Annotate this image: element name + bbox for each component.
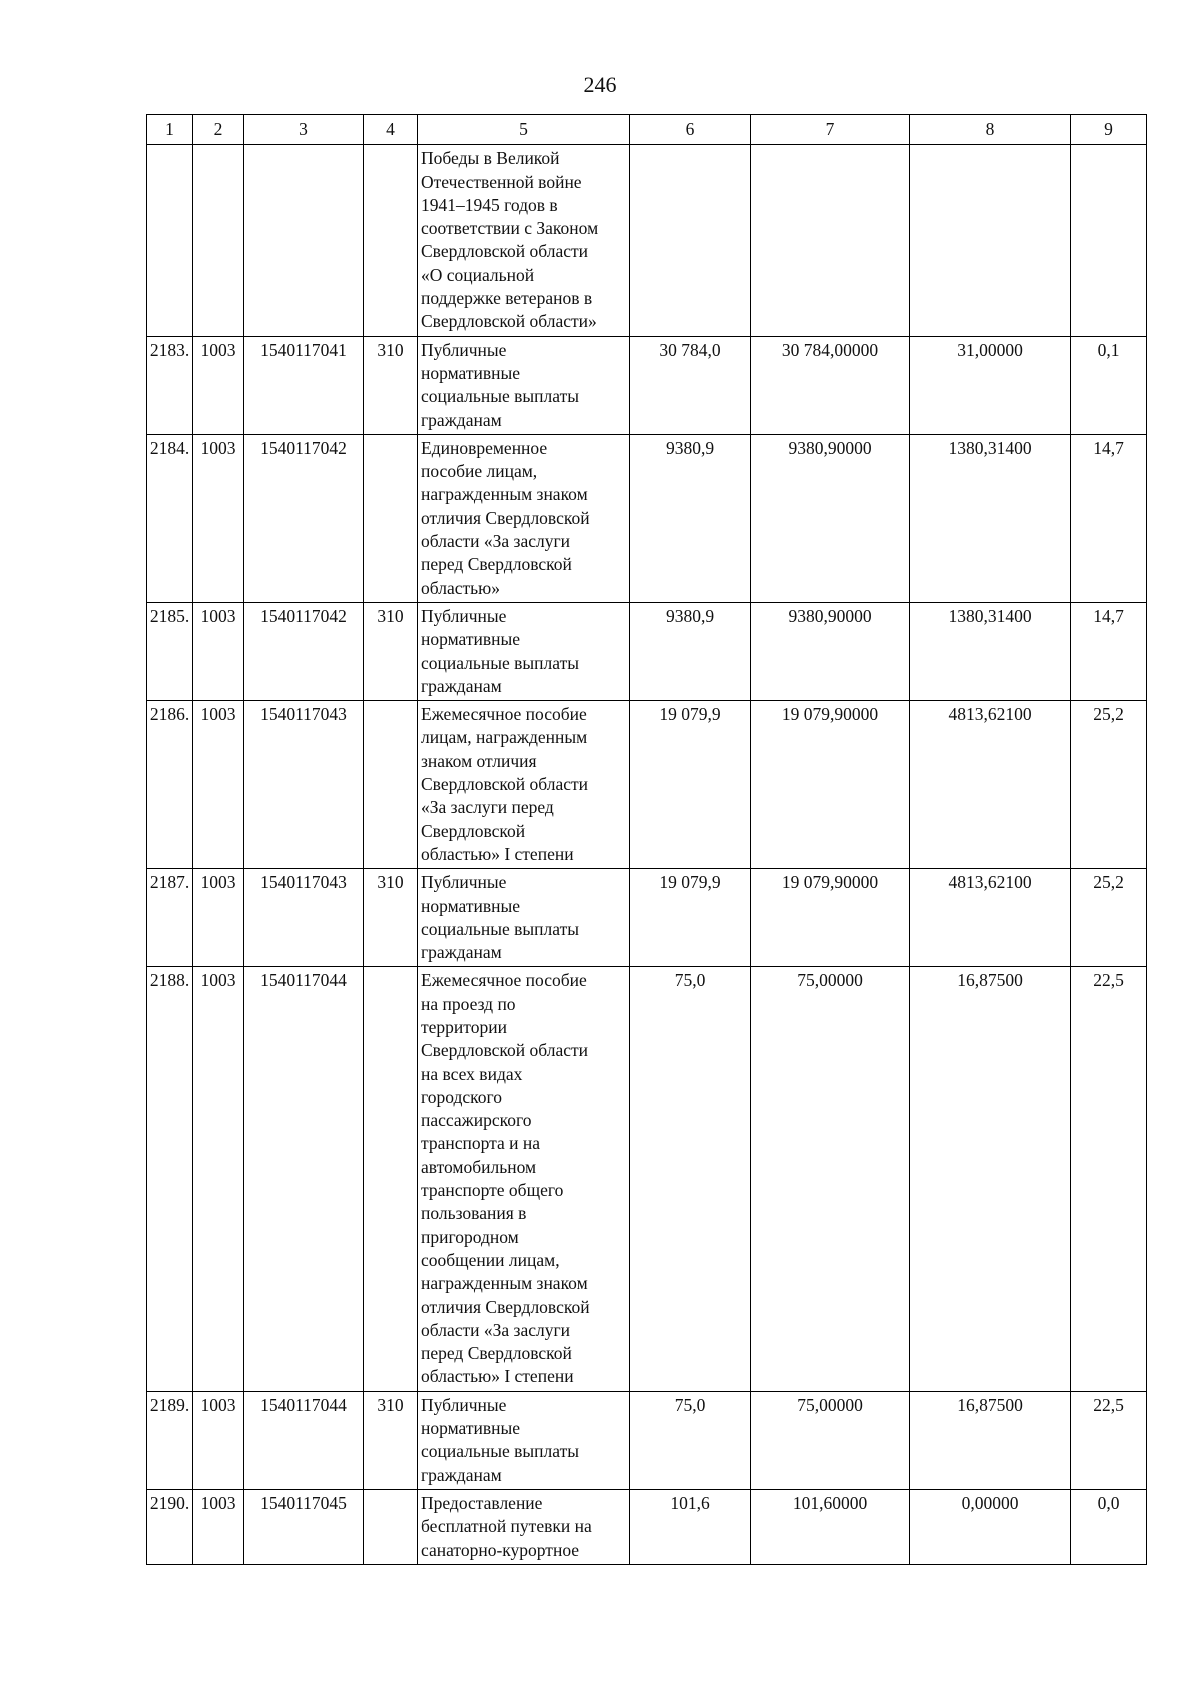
description-line: социальные выплаты xyxy=(421,1441,579,1462)
execution-percent-cell: 14,7 xyxy=(1071,602,1147,700)
table-row xyxy=(147,967,1147,1391)
page-number: 246 xyxy=(583,72,617,97)
execution-percent-cell: 22,5 xyxy=(1071,1391,1147,1489)
description-line: транспорте общего xyxy=(421,1180,564,1201)
description-cell xyxy=(418,1391,630,1489)
executed-amount-cell: 31,00000 xyxy=(910,336,1071,434)
section-code-cell xyxy=(193,145,244,336)
description-line: пассажирского xyxy=(421,1110,532,1131)
description-line: транспорта и на xyxy=(421,1133,541,1154)
row-number-cell: 2190. xyxy=(147,1489,193,1564)
description-line: Публичные xyxy=(421,339,507,360)
description-line: гражданам xyxy=(421,1464,502,1485)
column-header-9: 9 xyxy=(1071,115,1147,145)
table-row xyxy=(147,602,1147,700)
description-cell xyxy=(418,336,630,434)
section-code-cell: 1003 xyxy=(193,869,244,967)
approved-amount-cell: 9380,90000 xyxy=(751,602,910,700)
execution-percent-cell xyxy=(1071,145,1147,336)
description-cell xyxy=(418,602,630,700)
execution-percent-cell: 25,2 xyxy=(1071,869,1147,967)
planned-amount-cell: 75,0 xyxy=(630,1391,751,1489)
description-line: гражданам xyxy=(421,942,502,963)
table-row xyxy=(147,1489,1147,1564)
table-row xyxy=(147,869,1147,967)
description-line: Публичные xyxy=(421,872,507,893)
description-line: социальные выплаты xyxy=(421,386,579,407)
planned-amount-cell xyxy=(630,145,751,336)
description-line: бесплатной путевки на xyxy=(421,1516,592,1537)
description-line: социальные выплаты xyxy=(421,652,579,673)
description-line: нормативные xyxy=(421,895,521,916)
execution-percent-cell: 0,1 xyxy=(1071,336,1147,434)
description-line: области «За заслуги xyxy=(421,1319,571,1340)
target-code-cell: 1540117042 xyxy=(244,434,364,602)
planned-amount-cell: 19 079,9 xyxy=(630,701,751,869)
expense-type-cell: 310 xyxy=(364,1391,418,1489)
section-code-cell: 1003 xyxy=(193,434,244,602)
target-code-cell: 1540117044 xyxy=(244,967,364,1391)
description-line: Победы в Великой xyxy=(421,148,560,169)
target-code-cell xyxy=(244,145,364,336)
expense-type-cell: 310 xyxy=(364,336,418,434)
description-line: перед Свердловской xyxy=(421,1343,572,1364)
description-line: областью» I степени xyxy=(421,843,574,864)
approved-amount-cell: 101,60000 xyxy=(751,1489,910,1564)
executed-amount-cell: 4813,62100 xyxy=(910,701,1071,869)
table-row xyxy=(147,336,1147,434)
table-header-row xyxy=(147,115,1147,145)
column-header-1: 1 xyxy=(147,115,193,145)
description-line: награжденным знаком xyxy=(421,1273,588,1294)
description-cell xyxy=(418,434,630,602)
description-line: пособие лицам, xyxy=(421,461,538,482)
description-line: отличия Свердловской xyxy=(421,507,590,528)
section-code-cell: 1003 xyxy=(193,1391,244,1489)
row-number-cell: 2187. xyxy=(147,869,193,967)
description-line: санаторно-курортное xyxy=(421,1539,580,1560)
column-header-5: 5 xyxy=(418,115,630,145)
description-line: Свердловской области xyxy=(421,774,589,795)
row-number-cell: 2185. xyxy=(147,602,193,700)
description-cell xyxy=(418,967,630,1391)
column-header-7: 7 xyxy=(751,115,910,145)
description-cell xyxy=(418,701,630,869)
description-line: «За заслуги перед xyxy=(421,797,554,818)
approved-amount-cell: 75,00000 xyxy=(751,967,910,1391)
approved-amount-cell: 75,00000 xyxy=(751,1391,910,1489)
approved-amount-cell xyxy=(751,145,910,336)
description-line: Свердловской области xyxy=(421,1040,589,1061)
table-row xyxy=(147,1391,1147,1489)
description-cell xyxy=(418,145,630,336)
description-line: поддержке ветеранов в xyxy=(421,288,593,309)
executed-amount-cell: 4813,62100 xyxy=(910,869,1071,967)
description-line: Публичные xyxy=(421,605,507,626)
description-line: Свердловской xyxy=(421,820,526,841)
description-line: областью» I степени xyxy=(421,1366,574,1387)
expense-type-cell xyxy=(364,1489,418,1564)
section-code-cell: 1003 xyxy=(193,602,244,700)
executed-amount-cell: 1380,31400 xyxy=(910,602,1071,700)
row-number-cell xyxy=(147,145,193,336)
expense-type-cell xyxy=(364,145,418,336)
planned-amount-cell: 9380,9 xyxy=(630,434,751,602)
description-line: перед Свердловской xyxy=(421,554,572,575)
execution-percent-cell: 25,2 xyxy=(1071,701,1147,869)
section-code-cell: 1003 xyxy=(193,701,244,869)
column-header-2: 2 xyxy=(193,115,244,145)
description-line: нормативные xyxy=(421,629,521,650)
description-line: награжденным знаком xyxy=(421,484,588,505)
target-code-cell: 1540117043 xyxy=(244,701,364,869)
planned-amount-cell: 75,0 xyxy=(630,967,751,1391)
target-code-cell: 1540117044 xyxy=(244,1391,364,1489)
description-line: нормативные xyxy=(421,1418,521,1439)
budget-table xyxy=(146,114,1147,1565)
target-code-cell: 1540117045 xyxy=(244,1489,364,1564)
description-line: отличия Свердловской xyxy=(421,1296,590,1317)
row-number-cell: 2189. xyxy=(147,1391,193,1489)
description-line: Предоставление xyxy=(421,1492,543,1513)
target-code-cell: 1540117042 xyxy=(244,602,364,700)
planned-amount-cell: 19 079,9 xyxy=(630,869,751,967)
description-line: территории xyxy=(421,1016,507,1037)
executed-amount-cell xyxy=(910,145,1071,336)
execution-percent-cell: 0,0 xyxy=(1071,1489,1147,1564)
description-line: сообщении лицам, xyxy=(421,1249,560,1270)
approved-amount-cell: 19 079,90000 xyxy=(751,701,910,869)
executed-amount-cell: 1380,31400 xyxy=(910,434,1071,602)
description-line: Публичные xyxy=(421,1394,507,1415)
description-line: пригородном xyxy=(421,1226,519,1247)
description-line: Ежемесячное пособие xyxy=(421,704,587,725)
expense-type-cell: 310 xyxy=(364,602,418,700)
description-line: Ежемесячное пособие xyxy=(421,970,587,991)
column-header-8: 8 xyxy=(910,115,1071,145)
description-line: Единовременное xyxy=(421,437,548,458)
description-line: автомобильном xyxy=(421,1156,537,1177)
expense-type-cell xyxy=(364,434,418,602)
row-number-cell: 2186. xyxy=(147,701,193,869)
table-row xyxy=(147,434,1147,602)
expense-type-cell xyxy=(364,967,418,1391)
executed-amount-cell: 16,87500 xyxy=(910,1391,1071,1489)
column-header-3: 3 xyxy=(244,115,364,145)
description-line: социальные выплаты xyxy=(421,918,579,939)
executed-amount-cell: 16,87500 xyxy=(910,967,1071,1391)
column-header-6: 6 xyxy=(630,115,751,145)
row-number-cell: 2183. xyxy=(147,336,193,434)
section-code-cell: 1003 xyxy=(193,336,244,434)
row-number-cell: 2184. xyxy=(147,434,193,602)
row-number-cell: 2188. xyxy=(147,967,193,1391)
column-header-4: 4 xyxy=(364,115,418,145)
description-line: гражданам xyxy=(421,409,502,430)
description-cell xyxy=(418,869,630,967)
description-line: гражданам xyxy=(421,675,502,696)
description-line: лицам, награжденным xyxy=(421,727,588,748)
description-line: соответствии с Законом xyxy=(421,218,599,239)
expense-type-cell: 310 xyxy=(364,869,418,967)
description-line: Отечественной войне xyxy=(421,171,582,192)
description-line: на всех видах xyxy=(421,1063,523,1084)
description-line: пользования в xyxy=(421,1203,527,1224)
description-line: на проезд по xyxy=(421,993,516,1014)
table-row xyxy=(147,701,1147,869)
description-line: 1941–1945 годов в xyxy=(421,194,558,215)
section-code-cell: 1003 xyxy=(193,967,244,1391)
description-cell xyxy=(418,1489,630,1564)
table-body xyxy=(147,145,1147,1565)
section-code-cell: 1003 xyxy=(193,1489,244,1564)
table-row xyxy=(147,145,1147,336)
approved-amount-cell: 19 079,90000 xyxy=(751,869,910,967)
execution-percent-cell: 22,5 xyxy=(1071,967,1147,1391)
description-line: «О социальной xyxy=(421,264,535,285)
execution-percent-cell: 14,7 xyxy=(1071,434,1147,602)
expense-type-cell xyxy=(364,701,418,869)
target-code-cell: 1540117043 xyxy=(244,869,364,967)
description-line: области «За заслуги xyxy=(421,531,571,552)
description-line: Свердловской области» xyxy=(421,311,597,332)
approved-amount-cell: 9380,90000 xyxy=(751,434,910,602)
description-line: областью» xyxy=(421,577,500,598)
description-line: городского xyxy=(421,1086,503,1107)
description-line: нормативные xyxy=(421,362,521,383)
planned-amount-cell: 101,6 xyxy=(630,1489,751,1564)
planned-amount-cell: 30 784,0 xyxy=(630,336,751,434)
planned-amount-cell: 9380,9 xyxy=(630,602,751,700)
description-line: Свердловской области xyxy=(421,241,589,262)
executed-amount-cell: 0,00000 xyxy=(910,1489,1071,1564)
approved-amount-cell: 30 784,00000 xyxy=(751,336,910,434)
description-line: знаком отличия xyxy=(421,750,537,771)
target-code-cell: 1540117041 xyxy=(244,336,364,434)
